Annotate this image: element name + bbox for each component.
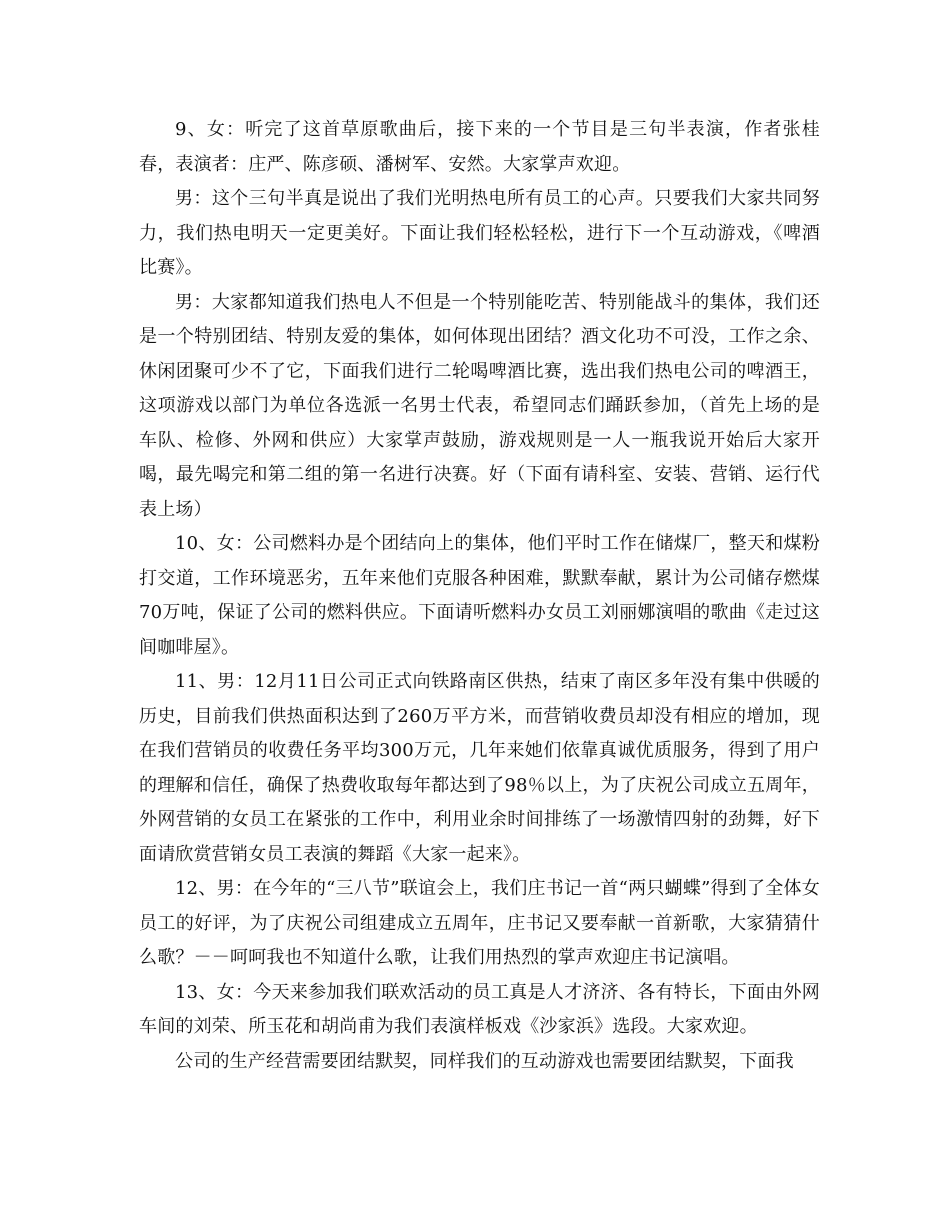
document-body xyxy=(139,113,820,1079)
paragraph-item-12: 12、男：在今年的“三八节”联谊会上，我们庄书记一首“两只蝴蝶”得到了全体女员工的好评，为了庆祝公司组建成立五周年，庄书记又要奉献一首新歌，大家猜猜什么歌？－－呵呵我也不知道什么歌，让我们用热烈的掌声欢迎庄书记演唱。 xyxy=(139,878,820,968)
paragraph-item-10: 10、女：公司燃料办是个团结向上的集体，他们平时工作在储煤厂，整天和煤粉打交道，工作环境恶劣，五年来他们克服各种困难，默默奉献，累计为公司储存燃煤70万吨，保证了公司的燃料供应。下面请听燃料办女员工刘丽娜演唱的歌曲《走过这间咖啡屋》。 xyxy=(139,533,820,658)
paragraph-item-13: 13、女：今天来参加我们联欢活动的员工真是人才济济、各有特长，下面由外网车间的刘荣、所玉花和胡尚甫为我们表演样板戏《沙家浜》选段。大家欢迎。 xyxy=(139,981,820,1037)
paragraph-item-9: 9、女：听完了这首草原歌曲后，接下来的一个节目是三句半表演，作者张桂春，表演者：庄严、陈彦硕、潘树军、安然。大家掌声欢迎。 xyxy=(139,119,820,175)
paragraph-male-sanjuban: 男：这个三句半真是说出了我们光明热电所有员工的心声。只要我们大家共同努力，我们热电明天一定更美好。下面让我们轻松轻松，进行下一个互动游戏，《啤酒比赛》。 xyxy=(139,188,820,278)
paragraph-male-beer-contest: 男：大家都知道我们热电人不但是一个特别能吃苦、特别能战斗的集体，我们还是一个特别团结、特别友爱的集体，如何体现出团结？酒文化功不可没，工作之余、休闲团聚可少不了它，下面我们进行二轮喝啤酒比赛，选出我们热电公司的啤酒王，这项游戏以部门为单位各选派一名男士代表，希望同志们踊跃参加，（首先上场的是车队、检修、外网和供应）大家掌声鼓励，游戏规则是一人一瓶我说开始后大家开喝，最先喝完和第二组的第一名进行决赛。好（下面有请科室、安装、营销、运行代表上场） xyxy=(139,291,820,520)
paragraph-continuation: 公司的生产经营需要团结默契，同样我们的互动游戏也需要团结默契，下面我 xyxy=(175,1050,794,1072)
paragraph-item-11: 11、男：12月11日公司正式向铁路南区供热，结束了南区多年没有集中供暖的历史，目前我们供热面积达到了260万平方米，而营销收费员却没有相应的增加，现在我们营销员的收费任务平均300万元，几年来她们依靠真诚优质服务，得到了用户的理解和信任，确保了热费收取每年都达到了98％以上，为了庆祝公司成立五周年，外网营销的女员工在紧张的工作中，利用业余时间排练了一场激情四射的劲舞，好下面请欣赏营销女员工表演的舞蹈《大家一起来》。 xyxy=(139,671,820,865)
